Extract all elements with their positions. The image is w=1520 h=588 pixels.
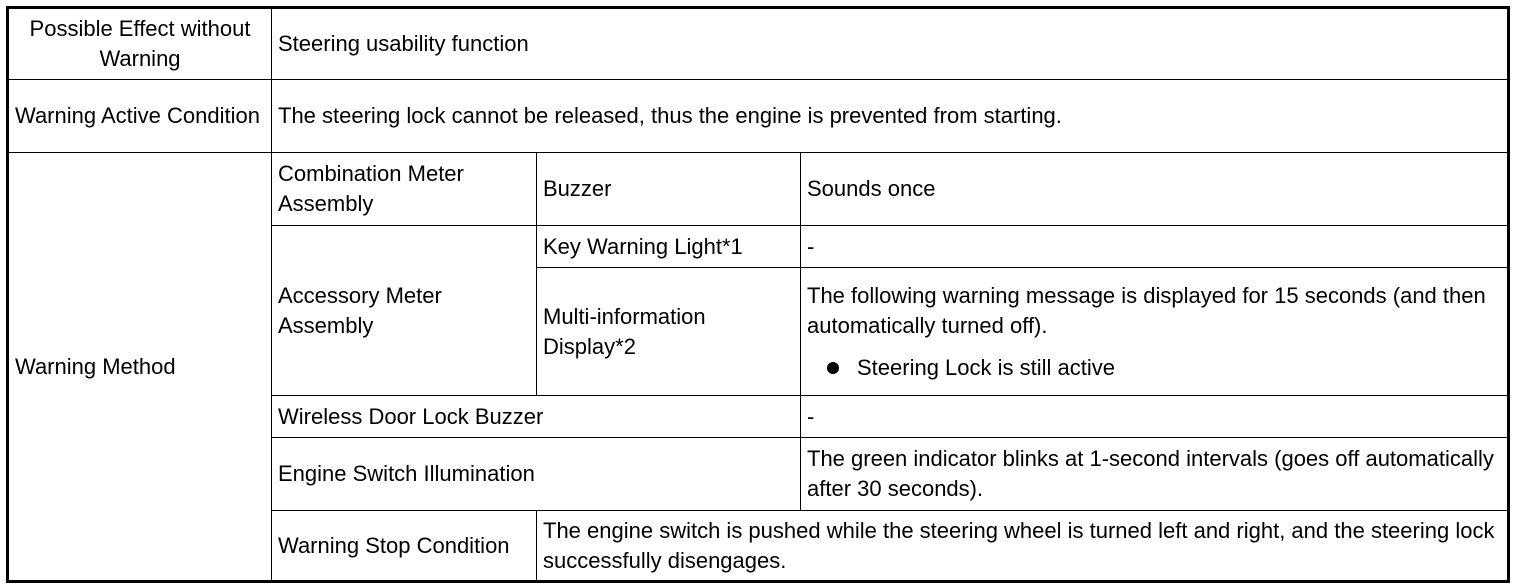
- engine-switch-label: Engine Switch Illumination: [272, 438, 801, 511]
- active-condition-label: Warning Active Condition: [8, 80, 272, 153]
- engine-switch-result: The green indicator blinks at 1-second intervals (goes off automatically after 30 seconds).: [801, 438, 1509, 511]
- mid-message-text: Steering Lock is still active: [857, 354, 1115, 380]
- stop-condition-value: The engine switch is pushed while the steering wheel is turned left and right, and the steering lock successfully disengages.: [537, 511, 1509, 582]
- mid-message-line: [807, 353, 1502, 383]
- row-possible-effect: [8, 8, 1509, 80]
- combination-meter-device: Buzzer: [537, 153, 801, 226]
- wireless-buzzer-result: -: [801, 396, 1509, 438]
- mid-device: Multi-information Display*2: [537, 268, 801, 396]
- wireless-buzzer-label: Wireless Door Lock Buzzer: [272, 396, 801, 438]
- mid-result-text: The following warning message is displayed for 15 seconds (and then automatically turned off).: [807, 282, 1486, 338]
- combination-meter-result: Sounds once: [801, 153, 1509, 226]
- combination-meter-label: Combination Meter Assembly: [272, 153, 537, 226]
- bullet-icon: [827, 362, 839, 374]
- active-condition-value: The steering lock cannot be released, thus the engine is prevented from starting.: [272, 80, 1509, 153]
- row-active-condition: [8, 80, 1509, 153]
- possible-effect-value: Steering usability function: [272, 8, 1509, 80]
- stop-condition-label: Warning Stop Condition: [272, 511, 537, 582]
- key-light-device: Key Warning Light*1: [537, 226, 801, 268]
- row-warning-method-combination: [8, 153, 1509, 226]
- warning-method-label: Warning Method: [8, 153, 272, 582]
- accessory-meter-label: Accessory Meter Assembly: [272, 226, 537, 396]
- mid-result-cell: [801, 268, 1509, 396]
- key-light-result: -: [801, 226, 1509, 268]
- possible-effect-label: Possible Effect without Warning: [8, 8, 272, 80]
- warning-spec-table: [6, 6, 1510, 583]
